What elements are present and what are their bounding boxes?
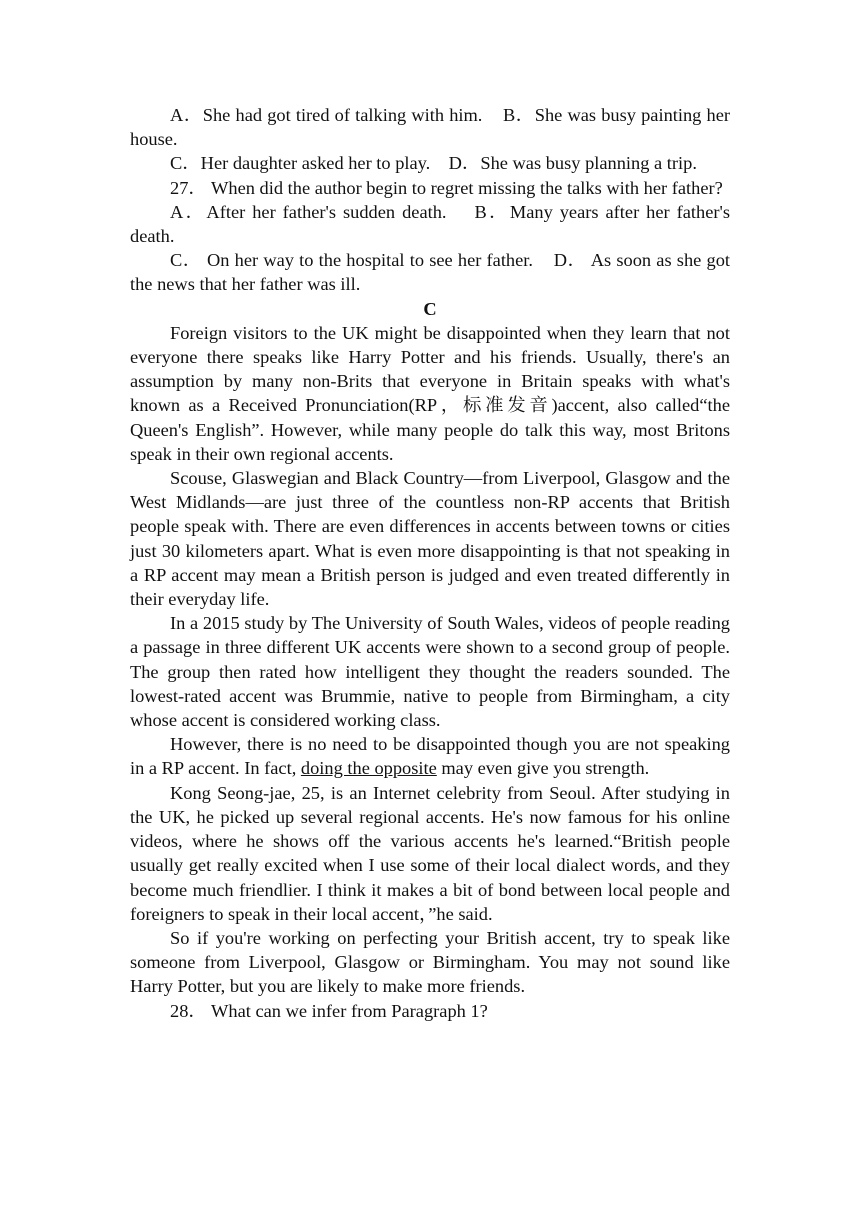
q26-option-b: B．She was busy painting her house. [130,105,731,150]
paragraph-4-before: However, there is no need to be disappointed though you are not speaking in a RP accent. In fact, [130,734,730,779]
q27-option-b: B．Many years after her father's death. [130,201,730,247]
passage-paragraph-2: Scouse, Glaswegian and Black Country—from Liverpool, Glasgow and the West Midlands—are just three of the countless non-RP accents that British people speak with. There are even differences in accents between towns or cities just 30 kilometers apart. What is even more disappointing is that not speaking in a RP accent may mean a British person is judged and even treated differently in their everyday life. [130,468,730,610]
q27-stem: 27． When did the author begin to regret missing the talks with her father? [170,177,723,198]
q26-option-c: C．Her daughter asked her to play. [170,153,431,174]
document-page [130,103,730,1023]
q28-stem: 28． What can we infer from Paragraph 1? [170,1000,488,1021]
q26-options-ab [130,103,730,151]
q26-option-a: A．She had got tired of talking with him. [170,105,483,125]
q27-option-a: A．After her father's sudden death. [170,201,447,222]
passage-paragraph-4 [130,732,730,780]
section-heading: C [423,298,437,319]
passage-paragraph-5: Kong Seong-jae, 25, is an Internet celebrity from Seoul. After studying in the UK, he picked up several regional accents. He's now famous for his online videos, where he shows off the various accents he's learned.“British people usually get really excited when I use some of their local dialect words, and they become much friendlier. I think it makes a bit of bond between local people and foreigners to speak in their local accent，”he said. [130,782,730,924]
passage-paragraph-3: In a 2015 study by The University of South Wales, videos of people reading a passage in three different UK accents were shown to a second group of people. The group then rated how intelligent they thought the readers sounded. The lowest-rated accent was Brummie, native to people from Birmingham, a city whose accent is considered working class. [130,613,730,731]
q27-option-c: C． On her way to the hospital to see her father. [170,250,533,271]
underlined-phrase: doing the opposite [300,758,437,779]
paragraph-4-after: may even give you strength. [436,758,650,779]
q26-options-cd [130,151,730,175]
q27-option-d: D． As soon as she got the news that her father was ill. [130,250,730,295]
passage-paragraph-6: So if you're working on perfecting your British accent, try to speak like someone from Liverpool, Glasgow or Birmingham. You may not sound like Harry Potter, but you are likely to make more friends. [130,927,730,997]
q27-options-cd [130,248,730,296]
q27-options-ab [130,200,730,248]
passage-paragraph-1: Foreign visitors to the UK might be disappointed when they learn that not everyone there speaks like Harry Potter and his friends. Usually, there's an assumption by many non-Brits that everyone in Britain speaks with what's known as a Received Pronunciation(RP，标准发音)accent, also called“the Queen's English”. However, while many people do talk this way, most Britons speak in their own regional accents. [130,322,730,464]
q26-option-d: D．She was busy planning a trip. [448,153,697,174]
